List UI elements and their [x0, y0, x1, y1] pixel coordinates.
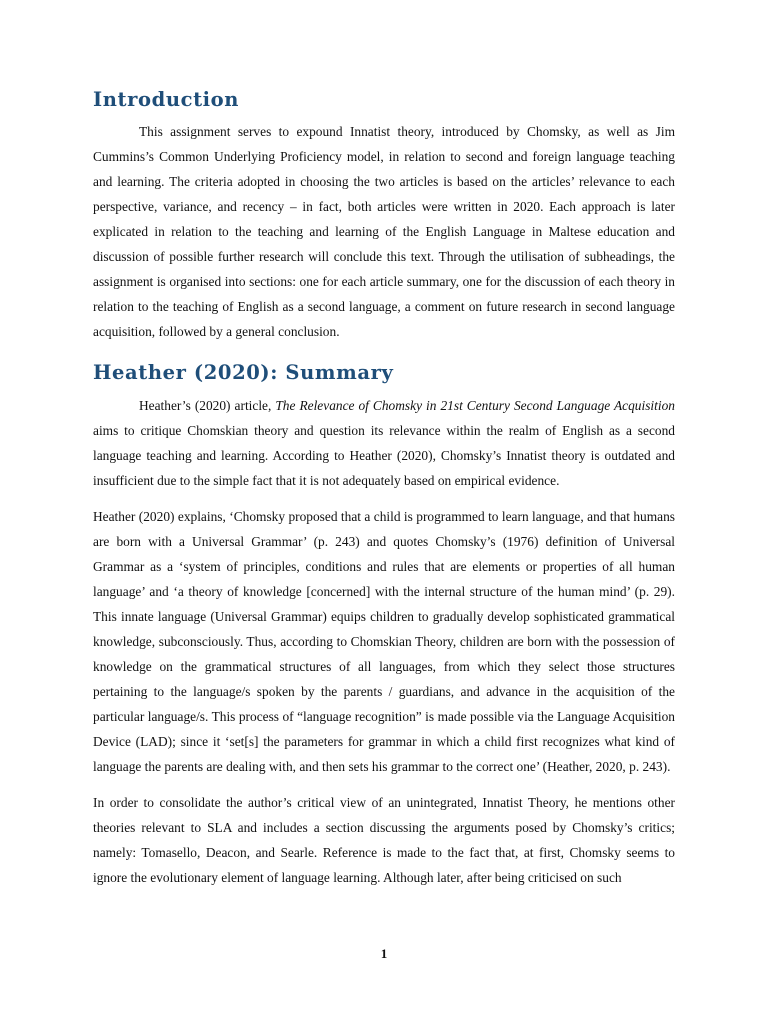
section-heading-introduction: Introduction — [93, 88, 240, 111]
summary-paragraph-3: In order to consolidate the author’s critical view of an unintegrated, Innatist Theory, he mentions other theories relevant to SLA and includes a section discussing the arguments posed by Chomsky’s critics; namely: Tomasello, Deacon, and Searle. Reference is made to the fact that, at first, Chomsky seems to ignore the evolutionary element of language learning. Although later, after being criticised on such — [93, 795, 675, 885]
summary-paragraph-1 — [93, 393, 675, 493]
section-heading-heather-summary: Heather (2020): Summary — [93, 361, 394, 384]
summary-paragraph-1-rest: aims to critique Chomskian theory and question its relevance within the realm of English as a second language teaching and learning. According to Heather (2020), Chomsky’s Innatist theory is outdated and insufficient due to the simple fact that it is not adequately based on empirical evidence. — [93, 423, 675, 488]
article-title: The Relevance of Chomsky in 21st Century Second Language Acquisition — [275, 398, 675, 413]
summary-paragraph-1-lead: Heather’s (2020) article, — [139, 398, 276, 413]
introduction-paragraph: This assignment serves to expound Innatist theory, introduced by Chomsky, as well as Jim Cummins’s Common Underlying Proficiency model, in relation to second and foreign language teaching and learning. The criteria adopted in choosing the two articles is based on the articles’ relevance to each perspective, variance, and recency – in fact, both articles were written in 2020. Each approach is later explicated in relation to the teaching and learning of the English Language in Maltese education and discussion of possible further research will conclude this text. Through the utilisation of subheadings, the assignment is organised into sections: one for each article summary, one for the discussion of each theory in relation to the teaching of English as a second language, a comment on future research in second language acquisition, followed by a general conclusion. — [93, 124, 675, 339]
summary-paragraph-2: Heather (2020) explains, ‘Chomsky proposed that a child is programmed to learn language, and that humans are born with a Universal Grammar’ (p. 243) and quotes Chomsky’s (1976) definition of Universal Grammar as a ‘system of principles, conditions and rules that are elements or properties of all human language’ and ‘a theory of knowledge [concerned] with the internal structure of the human mind’ (p. 29). This innate language (Universal Grammar) equips children to gradually develop sophisticated grammatical knowledge, subconsciously. Thus, according to Chomskian Theory, children are born with the possession of knowledge on the grammatical structures of all languages, from which they select those structures pertaining to the language/s spoken by the parents / guardians, and advance in the acquisition of the particular language/s. This process of “language recognition” is made possible via the Language Acquisition Device (LAD); since it ‘set[s] the parameters for grammar in which a child first recognizes what kind of language the parents are dealing with, and then sets his grammar to the correct one’ (Heather, 2020, p. 243). — [93, 509, 675, 774]
page-number: 1 — [380, 946, 388, 961]
page-content — [93, 84, 675, 890]
